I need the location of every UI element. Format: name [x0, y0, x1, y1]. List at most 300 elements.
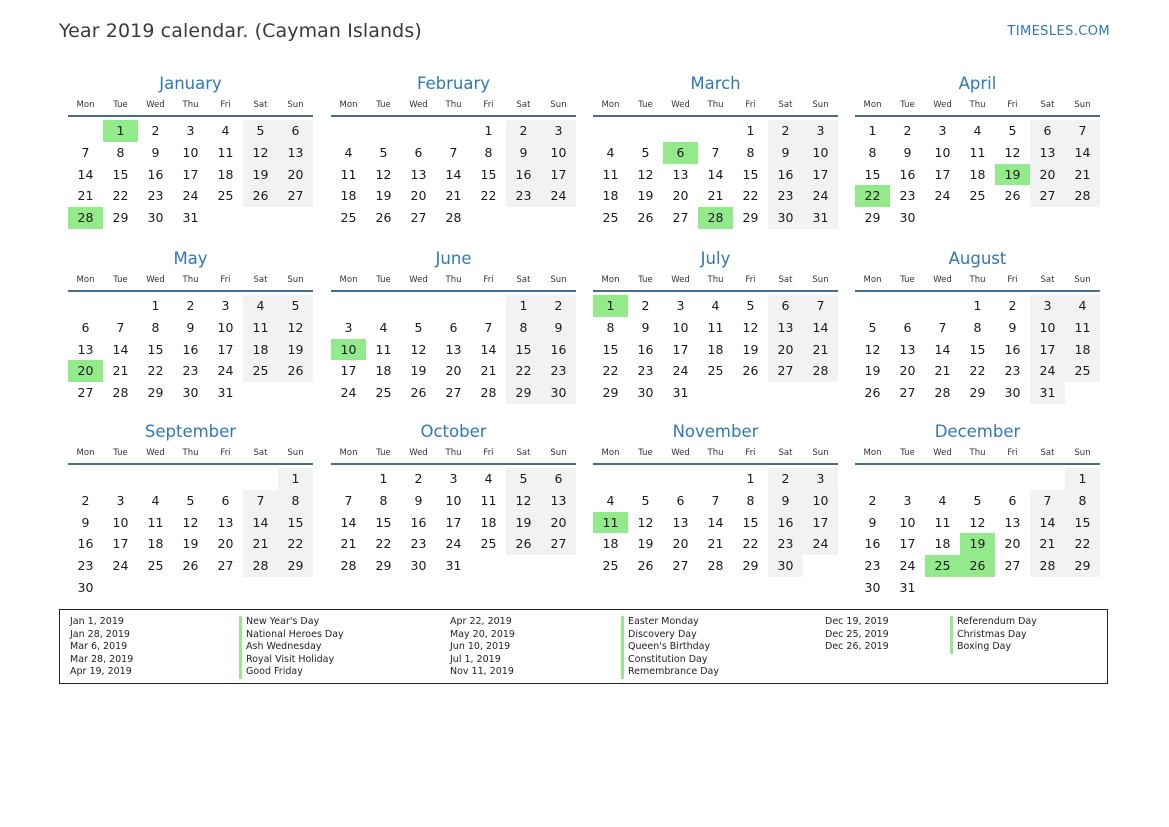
day-cell: 16 — [77, 536, 94, 552]
day-cell: 3 — [116, 492, 125, 508]
month-name: April — [958, 74, 997, 93]
day-cell: 26 — [182, 558, 199, 574]
weekday-label: Fri — [483, 275, 494, 285]
month-july — [593, 248, 838, 404]
weekday-label: Tue — [900, 100, 915, 110]
day-cell: 18 — [375, 363, 392, 379]
day-cell: 20 — [768, 339, 803, 361]
day-cell: 21 — [480, 363, 497, 379]
day-cell: 27 — [899, 385, 916, 401]
day-cell: 26 — [637, 558, 654, 574]
page-title: Year 2019 calendar. (Cayman Islands) — [59, 20, 422, 42]
day-cell: 26 — [864, 385, 881, 401]
day-cell: 11 — [375, 341, 392, 357]
month-name: November — [672, 422, 759, 441]
day-cell: 19 — [864, 363, 881, 379]
empty-cell — [331, 120, 366, 142]
weekday-label: Tue — [638, 100, 653, 110]
day-cell: 16 — [506, 164, 541, 186]
legend-date: Nov 11, 2019 — [450, 666, 514, 678]
weekday-label: Tue — [113, 275, 128, 285]
day-cell: 15 — [742, 166, 759, 182]
day-cell: 13 — [278, 142, 313, 164]
day-cell: 30 — [410, 558, 427, 574]
day-cell: 22 — [742, 188, 759, 204]
day-cell: 1 — [151, 298, 160, 313]
day-cell: 9 — [768, 490, 803, 512]
day-cell: 5 — [506, 468, 541, 490]
day-cell: 22 — [278, 533, 313, 555]
weekday-header — [68, 443, 313, 465]
day-grid — [331, 120, 576, 229]
day-cell: 5 — [278, 295, 313, 317]
day-cell: 18 — [147, 536, 164, 552]
day-cell: 30 — [1004, 385, 1021, 401]
day-cell: 4 — [344, 144, 353, 160]
day-cell: 25 — [969, 188, 986, 204]
legend-date: Jul 1, 2019 — [450, 653, 501, 665]
day-cell: 2 — [414, 471, 423, 486]
day-cell: 25 — [707, 363, 724, 379]
legend-date: Jan 1, 2019 — [70, 616, 124, 627]
weekday-label: Thu — [445, 448, 462, 458]
day-cell: 18 — [480, 514, 497, 530]
day-cell: 27 — [410, 210, 427, 226]
day-cell: 3 — [541, 120, 576, 142]
month-february — [331, 73, 576, 229]
month-name: September — [144, 422, 237, 441]
day-cell: 13 — [445, 341, 462, 357]
day-cell: 30 — [899, 210, 916, 226]
day-cell: 8 — [484, 144, 493, 160]
weekday-label: Tue — [376, 100, 391, 110]
day-cell: 12 — [637, 514, 654, 530]
day-cell: 1 — [506, 295, 541, 317]
weekday-label: Sat — [1040, 100, 1055, 110]
month-january — [68, 73, 313, 229]
day-cell: 8 — [379, 492, 388, 508]
day-cell: 4 — [379, 319, 388, 335]
legend-dates-col-1 — [70, 616, 133, 679]
day-cell: 8 — [1065, 490, 1100, 512]
day-cell: 4 — [938, 492, 947, 508]
day-cell: 17 — [340, 363, 357, 379]
month-name: January — [159, 74, 222, 93]
day-cell: 27 — [768, 360, 803, 382]
legend-dates-col-2 — [450, 616, 515, 679]
day-cell: 11 — [243, 317, 278, 339]
day-cell: 5 — [973, 492, 982, 508]
weekday-label: Sun — [550, 275, 567, 285]
day-cell: 5 — [746, 298, 755, 313]
holiday-day-cell: 11 — [593, 512, 628, 534]
day-cell: 14 — [340, 514, 357, 530]
month-name: May — [173, 249, 208, 268]
empty-cell — [995, 468, 1030, 490]
day-grid — [68, 468, 313, 599]
day-cell: 9 — [641, 319, 650, 335]
month-august — [855, 248, 1100, 404]
day-cell: 30 — [147, 210, 164, 226]
day-cell: 11 — [602, 166, 619, 182]
month-may — [68, 248, 313, 404]
day-cell: 27 — [672, 210, 689, 226]
day-cell: 29 — [112, 210, 129, 226]
day-cell: 25 — [147, 558, 164, 574]
weekday-label: Fri — [220, 100, 231, 110]
empty-cell — [103, 295, 138, 317]
day-cell: 16 — [637, 341, 654, 357]
legend-holiday-name: Constitution Day — [621, 654, 719, 667]
day-cell: 2 — [506, 120, 541, 142]
weekday-label: Tue — [113, 448, 128, 458]
day-cell: 15 — [969, 341, 986, 357]
month-june — [331, 248, 576, 404]
day-cell: 7 — [449, 144, 458, 160]
day-cell: 19 — [182, 536, 199, 552]
day-cell: 25 — [1065, 360, 1100, 382]
legend-holiday-name: Easter Monday — [621, 616, 719, 629]
day-cell: 6 — [414, 144, 423, 160]
day-cell: 6 — [768, 295, 803, 317]
day-cell: 25 — [217, 188, 234, 204]
day-cell: 3 — [344, 319, 353, 335]
empty-cell — [960, 468, 995, 490]
day-cell: 31 — [1030, 382, 1065, 404]
empty-cell — [68, 468, 103, 490]
day-cell: 1 — [746, 123, 755, 138]
day-cell: 15 — [375, 514, 392, 530]
weekday-header — [593, 270, 838, 292]
day-cell: 10 — [112, 514, 129, 530]
day-cell: 5 — [379, 144, 388, 160]
day-cell: 24 — [803, 533, 838, 555]
day-cell: 18 — [602, 536, 619, 552]
day-cell: 13 — [768, 317, 803, 339]
weekday-label: Sat — [778, 100, 793, 110]
day-cell: 25 — [480, 536, 497, 552]
empty-cell — [698, 120, 733, 142]
day-cell: 23 — [77, 558, 94, 574]
day-cell: 30 — [77, 579, 94, 595]
day-cell: 3 — [903, 492, 912, 508]
weekday-label: Mon — [601, 100, 620, 110]
day-cell: 2 — [81, 492, 90, 508]
legend-holiday-name: Queen's Birthday — [621, 641, 719, 654]
day-cell: 28 — [1030, 555, 1065, 577]
day-cell: 23 — [147, 188, 164, 204]
day-cell: 14 — [1065, 142, 1100, 164]
weekday-label: Sun — [287, 100, 304, 110]
day-cell: 21 — [1030, 533, 1065, 555]
day-cell: 7 — [1030, 490, 1065, 512]
day-cell: 4 — [1065, 295, 1100, 317]
day-cell: 2 — [151, 123, 160, 138]
day-cell: 12 — [1004, 144, 1021, 160]
day-cell: 3 — [1030, 295, 1065, 317]
weekday-label: Tue — [376, 275, 391, 285]
day-cell: 15 — [506, 339, 541, 361]
legend-holiday-name: Ash Wednesday — [239, 641, 344, 654]
day-cell: 3 — [803, 468, 838, 490]
month-april — [855, 73, 1100, 229]
day-cell: 23 — [899, 188, 916, 204]
day-cell: 12 — [742, 319, 759, 335]
day-cell: 4 — [151, 492, 160, 508]
day-cell: 24 — [182, 188, 199, 204]
weekday-label: Mon — [339, 448, 358, 458]
empty-cell — [925, 468, 960, 490]
weekday-header — [855, 270, 1100, 292]
weekday-label: Sat — [516, 100, 531, 110]
day-cell: 7 — [938, 319, 947, 335]
day-cell: 19 — [243, 164, 278, 186]
weekday-label: Thu — [182, 100, 199, 110]
day-cell: 17 — [217, 341, 234, 357]
day-cell: 20 — [1030, 164, 1065, 186]
month-name: February — [416, 74, 491, 93]
weekday-label: Mon — [863, 100, 882, 110]
day-cell: 6 — [1008, 492, 1017, 508]
weekday-label: Mon — [339, 100, 358, 110]
weekday-label: Mon — [863, 448, 882, 458]
weekday-label: Mon — [76, 448, 95, 458]
day-cell: 16 — [864, 536, 881, 552]
day-cell: 15 — [480, 166, 497, 182]
day-cell: 5 — [868, 319, 877, 335]
day-grid — [68, 120, 313, 229]
day-cell: 10 — [934, 144, 951, 160]
empty-cell — [436, 120, 471, 142]
day-cell: 1 — [278, 468, 313, 490]
weekday-label: Mon — [601, 275, 620, 285]
day-cell: 24 — [340, 385, 357, 401]
day-cell: 9 — [1008, 319, 1017, 335]
weekday-header — [855, 95, 1100, 117]
holiday-day-cell: 22 — [855, 185, 890, 207]
weekday-header — [331, 443, 576, 465]
day-cell: 12 — [969, 514, 986, 530]
weekday-label: Sat — [516, 275, 531, 285]
weekday-label: Tue — [900, 448, 915, 458]
day-cell: 15 — [112, 166, 129, 182]
day-cell: 9 — [506, 142, 541, 164]
day-cell: 9 — [414, 492, 423, 508]
day-cell: 18 — [1065, 339, 1100, 361]
day-cell: 8 — [868, 144, 877, 160]
day-cell: 30 — [182, 385, 199, 401]
day-cell: 2 — [641, 298, 650, 313]
day-cell: 9 — [151, 144, 160, 160]
day-cell: 24 — [672, 363, 689, 379]
day-cell: 27 — [217, 558, 234, 574]
day-cell: 22 — [1065, 533, 1100, 555]
weekday-label: Fri — [745, 448, 756, 458]
weekday-label: Wed — [933, 448, 952, 458]
day-cell: 22 — [112, 188, 129, 204]
weekday-label: Wed — [146, 448, 165, 458]
day-cell: 1 — [379, 471, 388, 486]
day-cell: 12 — [182, 514, 199, 530]
day-grid — [331, 468, 576, 577]
day-cell: 14 — [480, 341, 497, 357]
day-cell: 6 — [676, 492, 685, 508]
day-cell: 4 — [973, 123, 982, 138]
empty-cell — [331, 468, 366, 490]
day-cell: 13 — [1030, 142, 1065, 164]
weekday-label: Mon — [76, 275, 95, 285]
holiday-legend — [59, 609, 1108, 684]
day-cell: 1 — [973, 298, 982, 313]
day-cell: 27 — [672, 558, 689, 574]
day-cell: 3 — [186, 123, 195, 138]
weekday-header — [68, 270, 313, 292]
day-cell: 14 — [445, 166, 462, 182]
holiday-day-cell: 6 — [663, 142, 698, 164]
day-cell: 23 — [768, 533, 803, 555]
weekday-label: Thu — [969, 275, 986, 285]
day-cell: 14 — [243, 512, 278, 534]
day-cell: 16 — [147, 166, 164, 182]
day-cell: 6 — [449, 319, 458, 335]
day-cell: 27 — [541, 533, 576, 555]
day-cell: 10 — [445, 492, 462, 508]
day-cell: 24 — [217, 363, 234, 379]
day-cell: 13 — [899, 341, 916, 357]
day-cell: 17 — [934, 166, 951, 182]
legend-holiday-name: Discovery Day — [621, 629, 719, 642]
day-cell: 29 — [375, 558, 392, 574]
day-cell: 12 — [864, 341, 881, 357]
day-cell: 30 — [541, 382, 576, 404]
day-cell: 23 — [637, 363, 654, 379]
day-cell: 21 — [1065, 164, 1100, 186]
legend-holiday-name: Remembrance Day — [621, 666, 719, 679]
weekday-label: Thu — [445, 275, 462, 285]
day-cell: 17 — [541, 164, 576, 186]
day-cell: 25 — [602, 210, 619, 226]
weekday-label: Sat — [253, 275, 268, 285]
legend-holiday-name: New Year's Day — [239, 616, 344, 629]
day-cell: 2 — [903, 123, 912, 138]
weekday-label: Sat — [1040, 448, 1055, 458]
weekday-label: Fri — [1007, 448, 1018, 458]
day-cell: 8 — [278, 490, 313, 512]
weekday-label: Wed — [409, 100, 428, 110]
day-cell: 24 — [803, 185, 838, 207]
empty-cell — [628, 468, 663, 490]
day-cell: 24 — [934, 188, 951, 204]
legend-date: Mar 6, 2019 — [70, 641, 128, 653]
day-cell: 18 — [340, 188, 357, 204]
legend-holiday-name: Boxing Day — [950, 641, 1037, 654]
month-name: June — [435, 249, 472, 268]
legend-date: Dec 26, 2019 — [825, 641, 889, 653]
day-cell: 26 — [375, 210, 392, 226]
day-cell: 2 — [1008, 298, 1017, 313]
day-cell: 24 — [445, 536, 462, 552]
day-cell: 10 — [803, 490, 838, 512]
day-cell: 21 — [934, 363, 951, 379]
weekday-label: Sat — [778, 448, 793, 458]
day-cell: 24 — [1030, 360, 1065, 382]
day-cell: 30 — [768, 207, 803, 229]
day-cell: 23 — [864, 558, 881, 574]
holiday-day-cell: 28 — [68, 207, 103, 229]
day-cell: 15 — [147, 341, 164, 357]
weekday-label: Sun — [812, 100, 829, 110]
legend-date: Apr 22, 2019 — [450, 616, 512, 627]
day-cell: 4 — [606, 144, 615, 160]
day-cell: 24 — [541, 185, 576, 207]
day-cell: 18 — [969, 166, 986, 182]
weekday-label: Thu — [445, 100, 462, 110]
empty-cell — [68, 295, 103, 317]
day-cell: 14 — [112, 341, 129, 357]
day-cell: 15 — [864, 166, 881, 182]
weekday-header — [593, 95, 838, 117]
day-cell: 21 — [707, 536, 724, 552]
day-cell: 15 — [1065, 512, 1100, 534]
day-grid — [855, 120, 1100, 229]
legend-holiday-name: National Heroes Day — [239, 629, 344, 642]
day-cell: 16 — [899, 166, 916, 182]
day-cell: 11 — [969, 144, 986, 160]
site-link[interactable]: TIMESLES.COM — [1007, 24, 1110, 39]
day-cell: 1 — [868, 123, 877, 138]
empty-cell — [855, 295, 890, 317]
day-cell: 20 — [217, 536, 234, 552]
day-cell: 20 — [672, 188, 689, 204]
day-cell: 12 — [637, 166, 654, 182]
legend-holiday-name: Referendum Day — [950, 616, 1037, 629]
day-cell: 11 — [217, 144, 234, 160]
day-cell: 15 — [278, 512, 313, 534]
empty-cell — [103, 468, 138, 490]
day-cell: 7 — [1065, 120, 1100, 142]
day-cell: 22 — [969, 363, 986, 379]
day-cell: 12 — [410, 341, 427, 357]
day-cell: 26 — [410, 385, 427, 401]
day-cell: 7 — [484, 319, 493, 335]
month-name: December — [934, 422, 1021, 441]
day-cell: 29 — [1065, 555, 1100, 577]
day-cell: 4 — [243, 295, 278, 317]
day-grid — [68, 295, 313, 404]
holiday-day-cell: 26 — [960, 555, 995, 577]
day-cell: 6 — [221, 492, 230, 508]
legend-date: May 20, 2019 — [450, 628, 515, 640]
day-cell: 3 — [676, 298, 685, 313]
weekday-header — [593, 443, 838, 465]
empty-cell — [663, 468, 698, 490]
day-cell: 11 — [340, 166, 357, 182]
day-cell: 11 — [1065, 317, 1100, 339]
day-cell: 28 — [112, 385, 129, 401]
day-cell: 17 — [803, 512, 838, 534]
day-cell: 11 — [480, 492, 497, 508]
day-cell: 26 — [506, 533, 541, 555]
empty-cell — [925, 295, 960, 317]
day-cell: 8 — [606, 319, 615, 335]
day-cell: 26 — [1004, 188, 1021, 204]
day-cell: 10 — [541, 142, 576, 164]
weekday-header — [331, 95, 576, 117]
holiday-day-cell: 25 — [925, 555, 960, 577]
day-cell: 31 — [217, 385, 234, 401]
day-grid — [593, 295, 838, 404]
weekday-header — [68, 95, 313, 117]
